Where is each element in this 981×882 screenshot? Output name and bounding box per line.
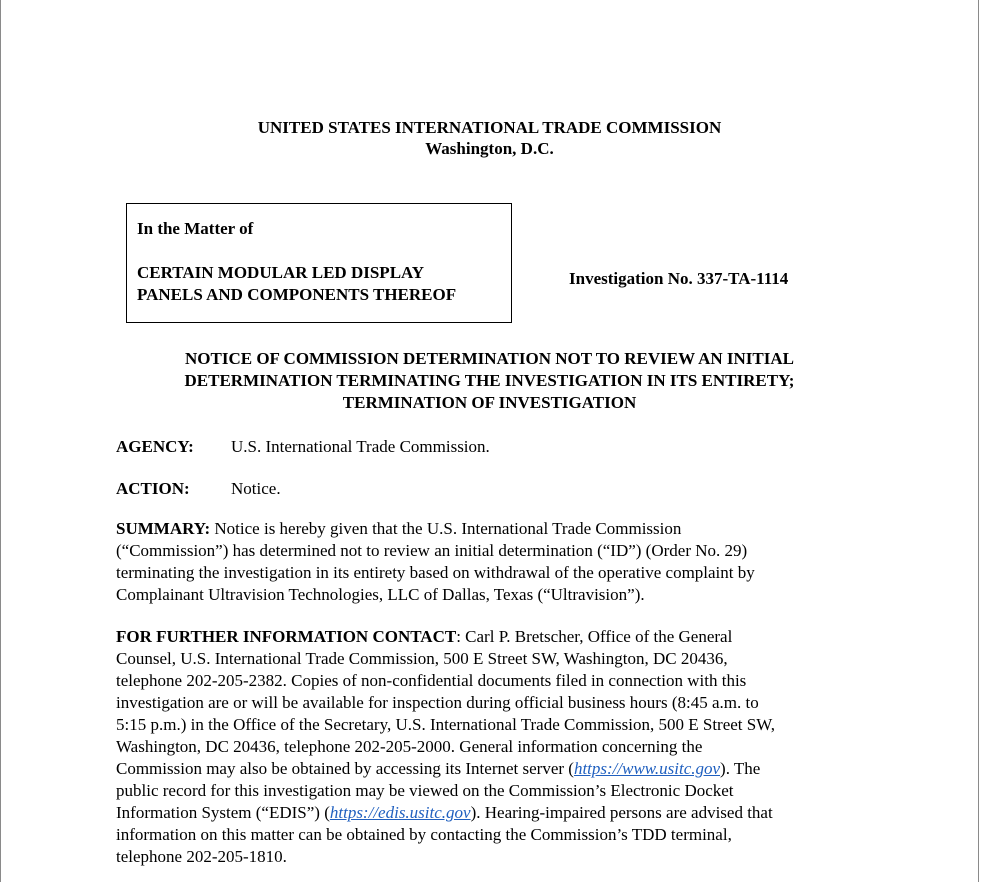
action-label: ACTION: bbox=[116, 479, 190, 498]
contact-line2: Counsel, U.S. International Trade Commission, 500 E Street SW, Washington, DC 20436, bbox=[116, 649, 728, 668]
case-title-line1: CERTAIN MODULAR LED DISPLAY bbox=[137, 263, 425, 282]
usitc-website-link[interactable]: https://www.usitc.gov bbox=[573, 759, 721, 778]
case-title-line2: PANELS AND COMPONENTS THEREOF bbox=[137, 285, 457, 304]
investigation-number: Investigation No. 337-TA-1114 bbox=[569, 269, 789, 288]
notice-title-line3: TERMINATION OF INVESTIGATION bbox=[342, 393, 637, 412]
contact-text-1: : Carl P. Bretscher, Office of the General bbox=[456, 627, 733, 646]
action-value: Notice. bbox=[231, 479, 281, 498]
contact-line6: Washington, DC 20436, telephone 202-205-2000. General information concerning the bbox=[116, 737, 703, 756]
notice-title-line2: DETERMINATION TERMINATING THE INVESTIGATION IN ITS ENTIRETY; bbox=[184, 371, 795, 390]
agency-value: U.S. International Trade Commission. bbox=[231, 437, 490, 456]
location-heading: Washington, D.C. bbox=[425, 139, 554, 158]
contact-line1 bbox=[116, 626, 732, 647]
contact-line11: telephone 202-205-1810. bbox=[116, 847, 287, 866]
contact-line7-b: ). The bbox=[720, 759, 761, 778]
summary-text-1: Notice is hereby given that the U.S. International Trade Commission bbox=[210, 519, 682, 538]
contact-line4: investigation are or will be available for inspection during official business hours (8:45 a.m. to bbox=[116, 693, 759, 712]
contact-line3: telephone 202-205-2382. Copies of non-confidential documents filed in connection with this bbox=[116, 671, 747, 690]
matter-label: In the Matter of bbox=[137, 219, 254, 238]
contact-label: FOR FURTHER INFORMATION CONTACT bbox=[116, 627, 457, 646]
agency-label: AGENCY: bbox=[116, 437, 194, 456]
summary-line2: (“Commission”) has determined not to review an initial determination (“ID”) (Order No. 29) bbox=[116, 541, 748, 560]
summary-line3: terminating the investigation in its entirety based on withdrawal of the operative complaint by bbox=[116, 563, 755, 582]
contact-line9 bbox=[116, 802, 773, 823]
contact-line7 bbox=[116, 758, 760, 779]
contact-line8: public record for this investigation may be viewed on the Commission’s Electronic Docket bbox=[116, 781, 734, 800]
contact-line9-b: ). Hearing-impaired persons are advised that bbox=[470, 803, 773, 822]
summary-label: SUMMARY: bbox=[116, 519, 211, 538]
contact-line10: information on this matter can be obtained by contacting the Commission’s TDD terminal, bbox=[116, 825, 732, 844]
contact-line7-a: Commission may also be obtained by accessing its Internet server ( bbox=[116, 759, 574, 778]
notice-title-line1: NOTICE OF COMMISSION DETERMINATION NOT TO REVIEW AN INITIAL bbox=[185, 349, 794, 368]
contact-line9-a: Information System (“EDIS”) ( bbox=[116, 803, 330, 822]
contact-line5: 5:15 p.m.) in the Office of the Secretary, U.S. International Trade Commission, 500 E Street SW, bbox=[116, 715, 775, 734]
edis-website-link[interactable]: https://edis.usitc.gov bbox=[329, 803, 471, 822]
summary-line4: Complainant Ultravision Technologies, LLC of Dallas, Texas (“Ultravision”). bbox=[116, 585, 645, 604]
summary-line1 bbox=[116, 518, 681, 539]
agency-heading: UNITED STATES INTERNATIONAL TRADE COMMISSION bbox=[257, 118, 722, 137]
case-caption-box bbox=[126, 203, 512, 323]
